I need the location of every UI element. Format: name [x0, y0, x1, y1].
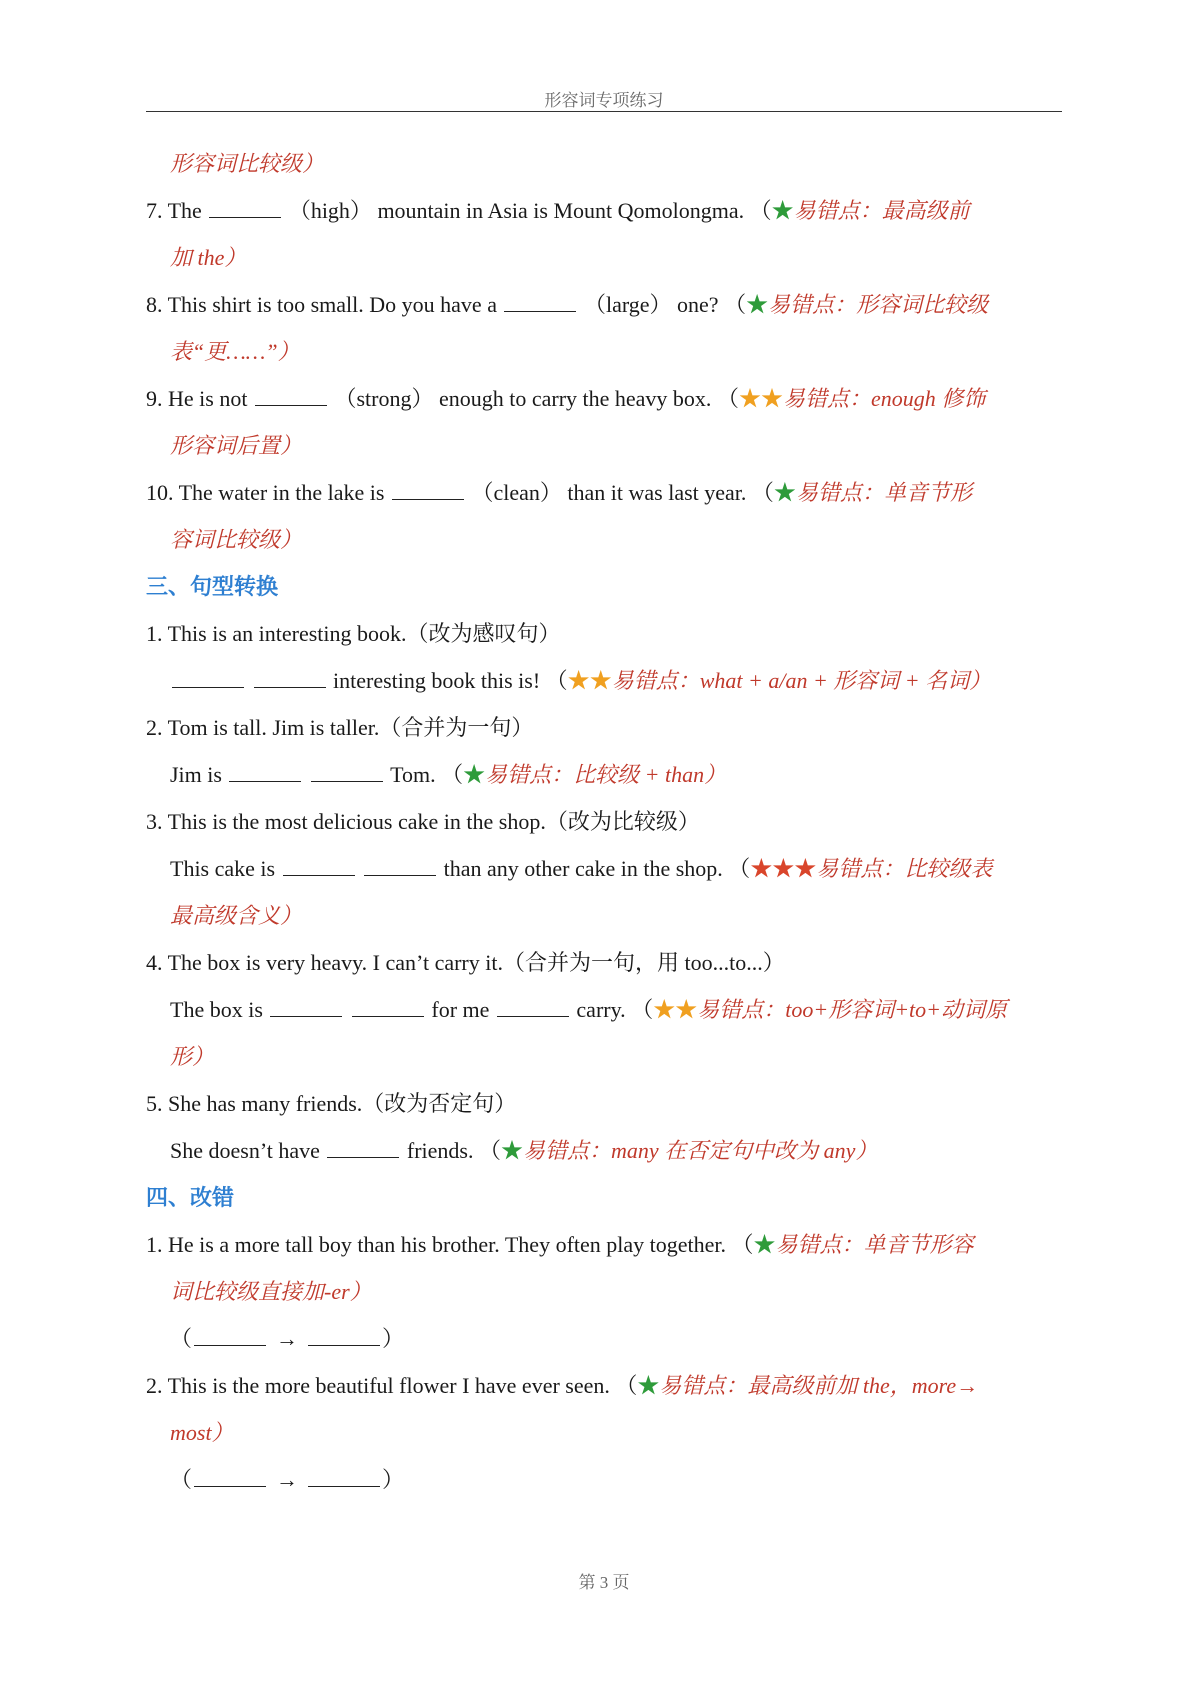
answer-blank[interactable] [255, 385, 327, 406]
arrow-icon: → [276, 1467, 299, 1492]
s4-q2-correction: （ → ） [146, 1456, 1062, 1503]
star-icon: ★ [653, 997, 676, 1022]
wrong-word-blank[interactable] [194, 1466, 266, 1487]
answer-blank[interactable] [504, 291, 576, 312]
star-icon: ★ [463, 762, 486, 787]
star-icon: ★ [637, 1373, 660, 1398]
q8-line: 8. This shirt is too small. Do you have a （large） one? （★易错点：形容词比较级 [146, 292, 989, 317]
s3-q1-question: 1. This is an interesting book.（改为感叹句） [146, 621, 561, 646]
answer-blank[interactable] [254, 667, 326, 688]
star-icon: ★ [760, 386, 783, 411]
star-icon: ★ [675, 997, 698, 1022]
star-icon: ★ [501, 1138, 524, 1163]
star-icon: ★ [773, 480, 796, 505]
star-icon: ★ [746, 292, 769, 317]
q9-tip-continuation: 形容词后置） [170, 433, 303, 458]
q6-tip-continuation: 形容词比较级） [170, 151, 325, 176]
s4-q1-tip-continuation: 词比较级直接加-er） [170, 1279, 372, 1304]
q9-line: 9. He is not （strong） enough to carry the heavy box. （★★易错点：enough 修饰 [146, 386, 986, 411]
star-icon: ★ [794, 856, 817, 881]
worksheet-content [146, 140, 1062, 1503]
s3-q2-question: 2. Tom is tall. Jim is taller.（合并为一句） [146, 715, 534, 740]
star-icon: ★ [750, 856, 773, 881]
q10-tip-continuation: 容词比较级） [170, 527, 303, 552]
answer-blank[interactable] [392, 479, 464, 500]
s3-q5-answer: She doesn’t have friends. （★易错点：many 在否定句中改为 any） [170, 1138, 878, 1163]
s3-q4-question: 4. The box is very heavy. I can’t carry it.（合并为一句，用 too...to...） [146, 950, 785, 975]
answer-blank[interactable] [172, 667, 244, 688]
correct-word-blank[interactable] [308, 1325, 380, 1346]
star-icon: ★ [567, 668, 590, 693]
header-rule [146, 111, 1062, 112]
star-icon: ★ [772, 856, 795, 881]
arrow-icon: → [276, 1326, 299, 1351]
s3-q3-tip-continuation: 最高级含义） [170, 903, 303, 928]
answer-blank[interactable] [352, 996, 424, 1017]
s4-q2-tip-continuation: most） [170, 1420, 234, 1445]
s3-q3-answer: This cake is than any other cake in the shop. （★★★易错点：比较级表 [170, 856, 993, 881]
answer-blank[interactable] [497, 996, 569, 1017]
s3-q4-tip-continuation: 形） [170, 1044, 215, 1069]
answer-blank[interactable] [283, 855, 355, 876]
page-footer: 第 3 页 [578, 1573, 630, 1592]
answer-blank[interactable] [229, 761, 301, 782]
s4-q1-correction: （ → ） [146, 1315, 1062, 1362]
section4-heading: 四、改错 [146, 1186, 235, 1211]
s3-q5-question: 5. She has many friends.（改为否定句） [146, 1091, 517, 1116]
correct-word-blank[interactable] [308, 1466, 380, 1487]
answer-blank[interactable] [364, 855, 436, 876]
star-icon: ★ [753, 1232, 776, 1257]
s3-q3-question: 3. This is the most delicious cake in the shop.（改为比较级） [146, 809, 700, 834]
answer-blank[interactable] [270, 996, 342, 1017]
s3-q1-answer: interesting book this is! （★★易错点：what + a/an + 形容词 + 名词） [146, 657, 1062, 704]
star-icon: ★ [738, 386, 761, 411]
star-icon: ★ [771, 198, 794, 223]
page-header: 形容词专项练习 [544, 91, 664, 110]
q7-tip-continuation: 加 the） [170, 245, 247, 270]
s3-q2-answer: Jim is Tom. （★易错点：比较级 + than） [170, 762, 727, 787]
s3-q4-answer: The box is for me carry. （★★易错点：too+形容词+to+动词原 [170, 997, 1007, 1022]
s4-q1-question: 1. He is a more tall boy than his brother. They often play together. （★易错点：单音节形容 [146, 1232, 974, 1257]
q10-line: 10. The water in the lake is （clean） than it was last year. （★易错点：单音节形 [146, 480, 972, 505]
answer-blank[interactable] [327, 1137, 399, 1158]
q7-line: 7. The （high） mountain in Asia is Mount Qomolongma. （★易错点：最高级前 [146, 198, 970, 223]
answer-blank[interactable] [311, 761, 383, 782]
s4-q2-question: 2. This is the more beautiful flower I have ever seen. （★易错点：最高级前加 the，more→ [146, 1373, 979, 1398]
star-icon: ★ [589, 668, 612, 693]
section3-heading: 三、句型转换 [146, 575, 279, 600]
answer-blank[interactable] [209, 197, 281, 218]
q8-tip-continuation: 表“更……”） [170, 339, 300, 364]
wrong-word-blank[interactable] [194, 1325, 266, 1346]
